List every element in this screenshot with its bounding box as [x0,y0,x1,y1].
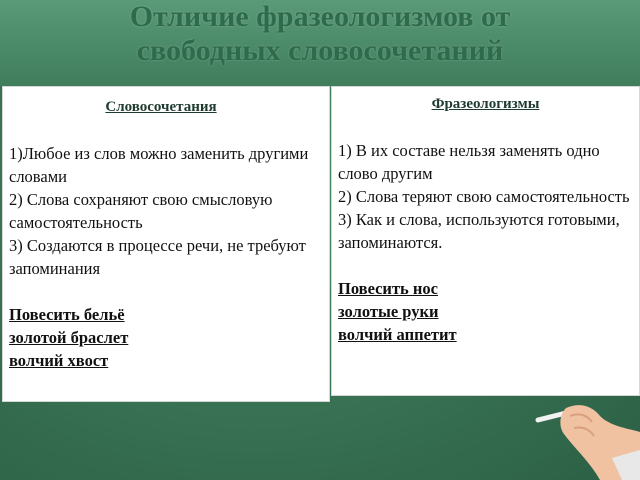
collocations-example: золотой браслет [9,328,129,347]
phraseologisms-point: 1) В их составе нельзя заменять одно слово другим [338,141,600,183]
phraseologisms-point: 2) Слова теряют свою самостоятельность [338,187,630,206]
phraseologisms-example: Повесить нос [338,279,438,298]
collocations-heading: Словосочетания [105,99,217,115]
collocations-card [2,86,330,402]
hand-with-chalk-icon [530,398,640,480]
collocations-point: 1)Любое из слов можно заменить другими словами [9,144,309,186]
phraseologisms-heading: Фразеологизмы [431,96,540,112]
phraseologisms-card [331,86,640,396]
slide-title [0,0,640,68]
phraseologisms-point: 3) Как и слова, используются готовыми, запоминаются. [338,210,620,252]
collocations-example: Повесить бельё [9,305,125,324]
title-line-2: свободных словосочетаний [136,34,504,67]
title-line-1: Отличие фразеологизмов от [129,0,511,33]
collocations-point: 3) Создаются в процессе речи, не требуют запоминания [9,236,306,278]
collocations-point: 2) Слова сохраняют свою смысловую самостоятельность [9,190,273,232]
phraseologisms-example: золотые руки [338,302,439,321]
collocations-example: волчий хвост [9,351,109,370]
phraseologisms-example: волчий аппетит [338,325,457,344]
